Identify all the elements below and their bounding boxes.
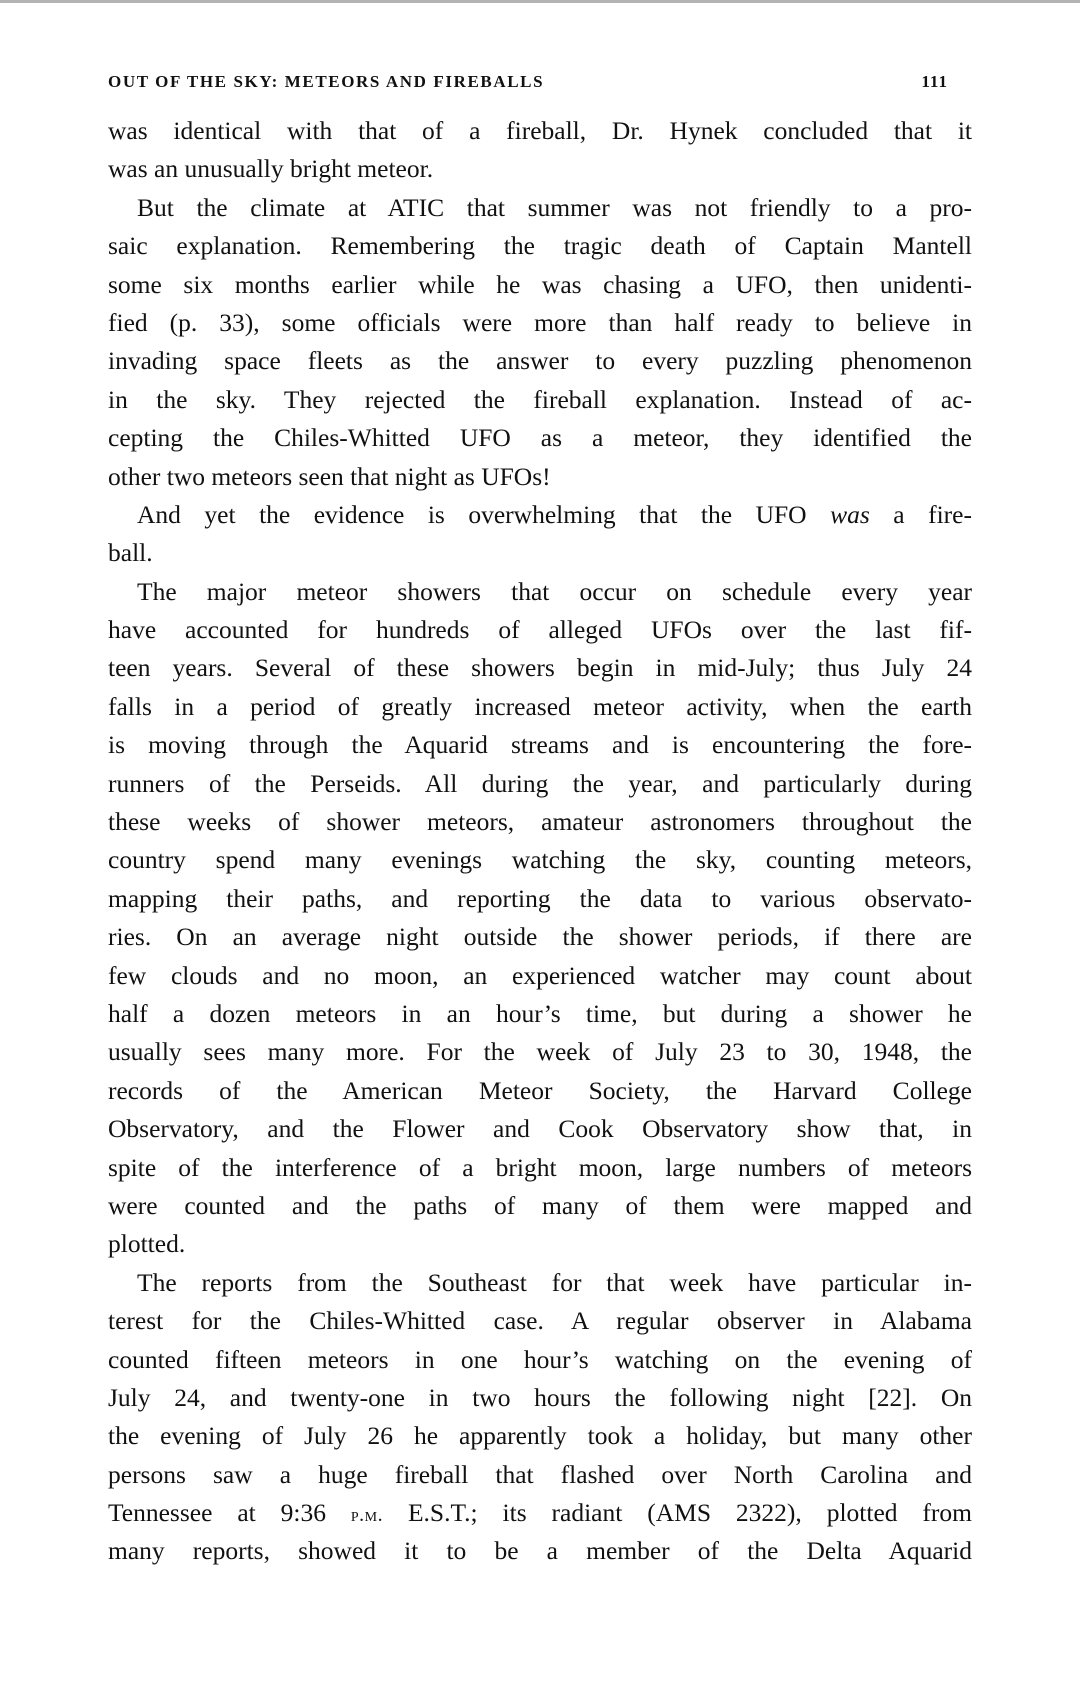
text-line: cepting the Chiles-Whitted UFO as a meteor, they identified the (108, 423, 972, 453)
text-run: And yet the evidence is overwhelming that the UFO (137, 499, 831, 529)
text-line: persons saw a huge fireball that flashed over North Carolina and (108, 1459, 972, 1489)
text-line: the evening of July 26 he apparently took a holiday, but many other (108, 1421, 972, 1451)
text-line: counted fifteen meteors in one hour’s watching on the evening of (108, 1344, 972, 1374)
text-run: Tennessee at 9:36 (108, 1498, 351, 1528)
paragraph-first-line: The reports from the Southeast for that week have particular in- (137, 1267, 972, 1297)
text-line: is moving through the Aquarid streams and is encountering the fore- (108, 730, 972, 760)
paragraph-first-line: But the climate at ATIC that summer was not friendly to a pro- (137, 192, 972, 222)
text-line: usually sees many more. For the week of July 23 to 30, 1948, the (108, 1037, 972, 1067)
text-line: country spend many evenings watching the sky, counting meteors, (108, 845, 972, 875)
text-run: E.S.T.; its radiant (AMS 2322), plotted from (383, 1498, 973, 1528)
text-line: few clouds and no moon, an experienced watcher may count about (108, 960, 972, 990)
text-line: ries. On an average night outside the shower periods, if there are (108, 922, 972, 952)
paragraph-first-line (108, 496, 972, 534)
text-line: terest for the Chiles-Whitted case. A regular observer in Alabama (108, 1306, 972, 1336)
italic-emphasis: was (830, 499, 870, 529)
text-line: invading space fleets as the answer to every puzzling phenomenon (108, 346, 972, 376)
chapter-title: OUT OF THE SKY: METEORS AND FIREBALLS (108, 72, 545, 91)
page-number: 111 (921, 72, 948, 91)
paragraph-first-line: The major meteor showers that occur on schedule every year (137, 576, 972, 606)
text-line: was an unusually bright meteor. (108, 154, 434, 184)
text-line: were counted and the paths of many of them were mapped and (108, 1190, 972, 1220)
text-line: fied (p. 33), some officials were more than half ready to believe in (108, 307, 972, 337)
text-line: mapping their paths, and reporting the data to various observato- (108, 883, 972, 913)
text-line: was identical with that of a fireball, Dr. Hynek concluded that it (108, 116, 972, 145)
text-line: some six months earlier while he was chasing a UFO, then unidenti- (108, 269, 972, 299)
text-line: saic explanation. Remembering the tragic death of Captain Mantell (108, 231, 972, 261)
text-line: half a dozen meteors in an hour’s time, but during a shower he (108, 998, 972, 1028)
text-run: a fire- (869, 499, 972, 529)
text-line: these weeks of shower meteors, amateur astronomers throughout the (108, 807, 972, 837)
text-line: July 24, and twenty-one in two hours the following night [22]. On (108, 1382, 972, 1412)
text-line: have accounted for hundreds of alleged UFOs over the last fif- (108, 615, 972, 645)
text-line: Observatory, and the Flower and Cook Observatory show that, in (108, 1114, 972, 1144)
text-line: falls in a period of greatly increased meteor activity, when the earth (108, 691, 972, 721)
text-line: many reports, showed it to be a member of the Delta Aquarid (108, 1536, 972, 1566)
text-line: plotted. (108, 1229, 186, 1259)
text-line: runners of the Perseids. All during the year, and particularly during (108, 768, 972, 798)
text-line: teen years. Several of these showers begin in mid-July; thus July 24 (108, 653, 972, 683)
text-line: in the sky. They rejected the fireball explanation. Instead of ac- (108, 384, 972, 414)
body-text (108, 112, 972, 1571)
text-line: records of the American Meteor Society, the Harvard College (108, 1075, 972, 1105)
text-line (108, 1494, 972, 1532)
small-caps-time: p.m. (350, 1504, 384, 1527)
running-head (108, 72, 948, 100)
text-line: other two meteors seen that night as UFOs! (108, 461, 551, 491)
text-line: ball. (108, 538, 153, 568)
text-line: spite of the interference of a bright moon, large numbers of meteors (108, 1152, 972, 1182)
